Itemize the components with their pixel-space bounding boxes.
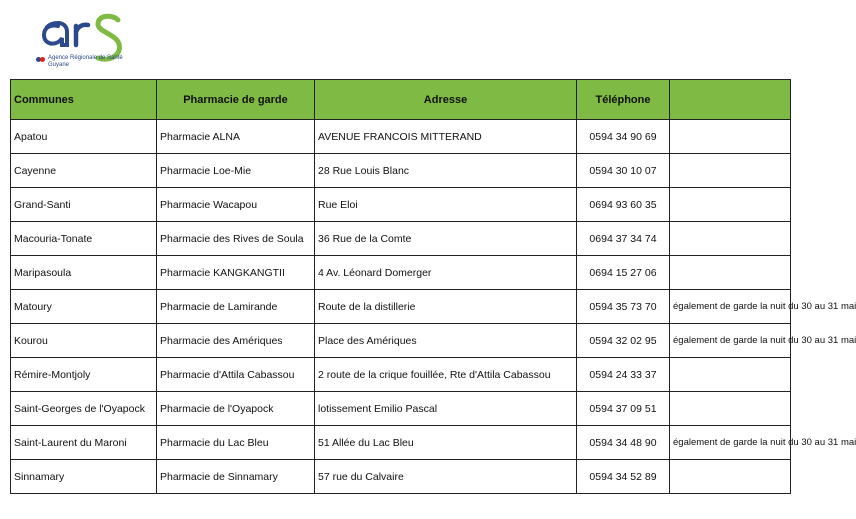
table-row — [11, 256, 791, 290]
cell-note: également de garde la nuit du 30 au 31 mai — [670, 426, 791, 460]
cell-commune: Saint-Georges de l'Oyapock — [11, 392, 157, 426]
cell-pharmacie: Pharmacie de l'Oyapock — [157, 392, 315, 426]
cell-telephone: 0694 93 60 35 — [577, 188, 670, 222]
cell-adresse: AVENUE FRANCOIS MITTERAND — [315, 120, 577, 154]
table-row — [11, 290, 791, 324]
table-row — [11, 222, 791, 256]
cell-note — [670, 392, 791, 426]
cell-note: également de garde la nuit du 30 au 31 mai — [670, 290, 791, 324]
cell-commune: Matoury — [11, 290, 157, 324]
cell-telephone: 0594 30 10 07 — [577, 154, 670, 188]
cell-pharmacie: Pharmacie Wacapou — [157, 188, 315, 222]
cell-pharmacie: Pharmacie ALNA — [157, 120, 315, 154]
cell-adresse: 57 rue du Calvaire — [315, 460, 577, 494]
cell-adresse: 4 Av. Léonard Domerger — [315, 256, 577, 290]
header-pharmacie: Pharmacie de garde — [157, 80, 315, 120]
table-header-row — [11, 80, 791, 120]
cell-pharmacie: Pharmacie Loe-Mie — [157, 154, 315, 188]
header-communes: Communes — [11, 80, 157, 120]
cell-pharmacie: Pharmacie de Lamirande — [157, 290, 315, 324]
cell-adresse: 51 Allée du Lac Bleu — [315, 426, 577, 460]
cell-pharmacie: Pharmacie du Lac Bleu — [157, 426, 315, 460]
cell-note — [670, 358, 791, 392]
cell-adresse: Place des Amériques — [315, 324, 577, 358]
header-adresse: Adresse — [315, 80, 577, 120]
cell-telephone: 0594 34 52 89 — [577, 460, 670, 494]
cell-commune: Kourou — [11, 324, 157, 358]
table-row — [11, 188, 791, 222]
cell-adresse: Route de la distillerie — [315, 290, 577, 324]
cell-note — [670, 154, 791, 188]
cell-pharmacie: Pharmacie KANGKANGTII — [157, 256, 315, 290]
cell-commune: Cayenne — [11, 154, 157, 188]
ars-logo — [36, 10, 146, 72]
cell-commune: Sinnamary — [11, 460, 157, 494]
cell-telephone: 0594 35 73 70 — [577, 290, 670, 324]
logo-region-name: Guyane — [48, 62, 70, 68]
cell-adresse: Rue Eloi — [315, 188, 577, 222]
cell-telephone: 0594 37 09 51 — [577, 392, 670, 426]
cell-telephone: 0694 37 34 74 — [577, 222, 670, 256]
cell-telephone: 0594 32 02 95 — [577, 324, 670, 358]
cell-note — [670, 120, 791, 154]
table-row — [11, 324, 791, 358]
cell-adresse: 2 route de la crique fouillée, Rte d'Attila Cabassou — [315, 358, 577, 392]
cell-pharmacie: Pharmacie d'Attila Cabassou — [157, 358, 315, 392]
header-telephone: Téléphone — [577, 80, 670, 120]
cell-pharmacie: Pharmacie des Amériques — [157, 324, 315, 358]
cell-note — [670, 256, 791, 290]
cell-note — [670, 222, 791, 256]
header-note — [670, 80, 791, 120]
cell-adresse: 28 Rue Louis Blanc — [315, 154, 577, 188]
cell-commune: Saint-Laurent du Maroni — [11, 426, 157, 460]
cell-telephone: 0594 24 33 37 — [577, 358, 670, 392]
cell-note — [670, 460, 791, 494]
cell-telephone: 0694 15 27 06 — [577, 256, 670, 290]
table-row — [11, 120, 791, 154]
cell-note: également de garde la nuit du 30 au 31 mai — [670, 324, 791, 358]
cell-note — [670, 188, 791, 222]
cell-adresse: lotissement Emilio Pascal — [315, 392, 577, 426]
table-row — [11, 460, 791, 494]
cell-commune: Macouria-Tonate — [11, 222, 157, 256]
flag-red-dot — [40, 57, 45, 62]
table-row — [11, 426, 791, 460]
cell-telephone: 0594 34 48 90 — [577, 426, 670, 460]
cell-commune: Grand-Santi — [11, 188, 157, 222]
table-row — [11, 154, 791, 188]
cell-telephone: 0594 34 90 69 — [577, 120, 670, 154]
cell-adresse: 36 Rue de la Comte — [315, 222, 577, 256]
logo-subtitle — [48, 55, 123, 69]
pharmacy-on-duty-table — [10, 79, 856, 494]
cell-commune: Maripasoula — [11, 256, 157, 290]
table-row — [11, 358, 791, 392]
cell-commune: Rémire-Montjoly — [11, 358, 157, 392]
logo-agency-name: Agence Régionale de Santé — [48, 55, 123, 61]
cell-commune: Apatou — [11, 120, 157, 154]
cell-pharmacie: Pharmacie de Sinnamary — [157, 460, 315, 494]
table-row — [11, 392, 791, 426]
cell-pharmacie: Pharmacie des Rives de Soula — [157, 222, 315, 256]
